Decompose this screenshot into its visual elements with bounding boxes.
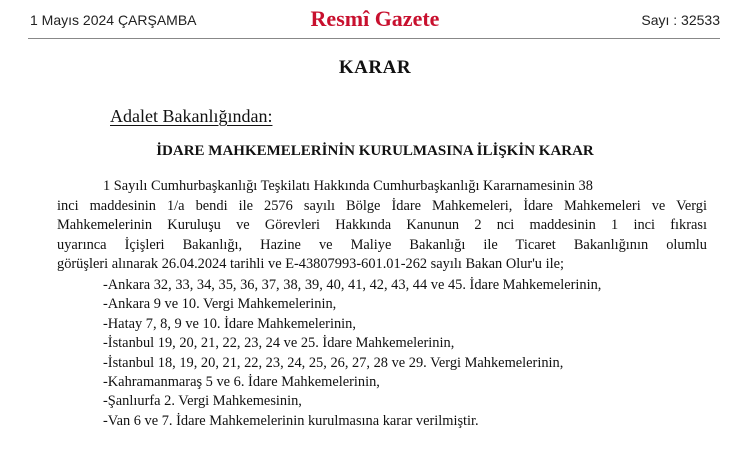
paragraph-line: uyarınca İçişleri Bakanlığı, Hazine ve Maliye Bakanlığı ile Ticaret Bakanlığının olumlu bbox=[57, 236, 707, 253]
issue-date: 1 Mayıs 2024 ÇARŞAMBA bbox=[30, 12, 197, 28]
list-item: -İstanbul 18, 19, 20, 21, 22, 23, 24, 25, 26, 27, 28 ve 29. Vergi Mahkemelerinin, bbox=[103, 354, 564, 371]
list-item: -Ankara 9 ve 10. Vergi Mahkemelerinin, bbox=[103, 296, 337, 313]
list-item: -Ankara 32, 33, 34, 35, 36, 37, 38, 39, 40, 41, 42, 43, 44 ve 45. İdare Mahkemelerinin, bbox=[103, 277, 602, 293]
paragraph-line: Mahkemelerinin Kuruluşu ve Görevleri Hakkında Kanunun 2 nci maddesinin 1 inci fıkrası bbox=[57, 217, 707, 233]
list-item: -Kahramanmaraş 5 ve 6. İdare Mahkemelerinin, bbox=[103, 374, 380, 391]
decision-paragraph bbox=[57, 177, 707, 275]
paragraph-line: inci maddesinin 1/a bendi ile 2576 sayılı Bölge İdare Mahkemeleri, İdare Mahkemeleri ve Vergi bbox=[57, 197, 707, 214]
issue-number: Sayı : 32533 bbox=[641, 12, 720, 28]
list-item: -İstanbul 19, 20, 21, 22, 23, 24 ve 25. İdare Mahkemelerinin, bbox=[103, 335, 455, 352]
section-title: KARAR bbox=[338, 57, 412, 78]
decision-title: İDARE MAHKEMELERİNİN KURULMASINA İLİŞKİN KARAR bbox=[156, 143, 594, 159]
page-header bbox=[0, 0, 750, 40]
paragraph-line: 1 Sayılı Cumhurbaşkanlığı Teşkilatı Hakkında Cumhurbaşkanlığı Kararnamesinin 38 bbox=[103, 178, 593, 194]
list-item: -Şanlıurfa 2. Vergi Mahkemesinin, bbox=[103, 393, 302, 410]
ministry-heading: Adalet Bakanlığından: bbox=[110, 106, 273, 126]
gazette-title: Resmî Gazete bbox=[310, 6, 440, 31]
list-item: -Hatay 7, 8, 9 ve 10. İdare Mahkemelerinin, bbox=[103, 315, 356, 332]
court-list bbox=[103, 276, 601, 431]
paragraph-line: görüşleri alınarak 26.04.2024 tarihli ve E-43807993-601.01-262 sayılı Bakan Olur'u ile; bbox=[57, 256, 564, 272]
header-divider bbox=[28, 38, 720, 39]
list-item: -Van 6 ve 7. İdare Mahkemelerinin kurulmasına karar verilmiştir. bbox=[103, 412, 479, 429]
